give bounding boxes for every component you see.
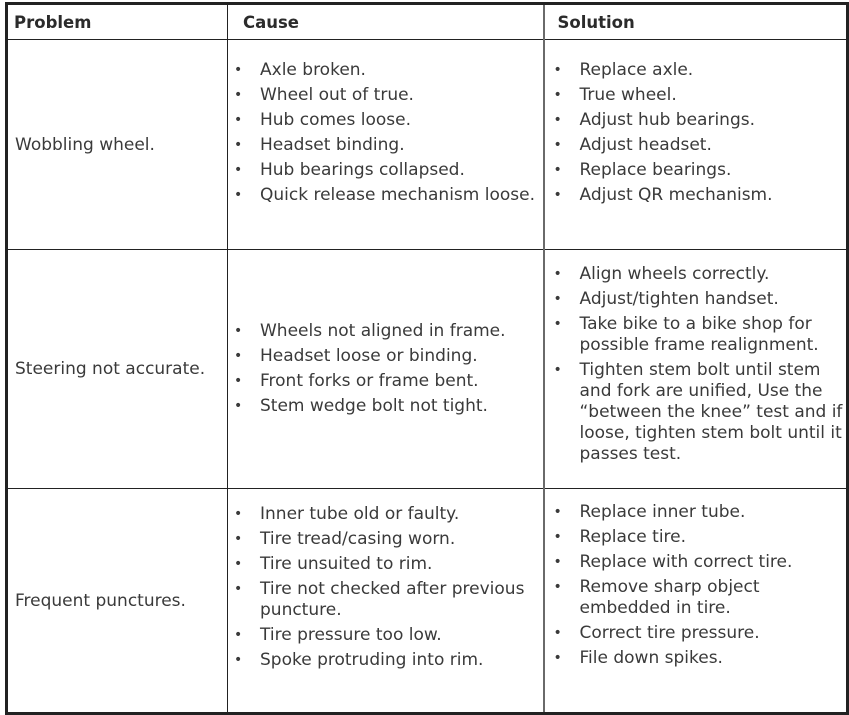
list-item: • Headset binding.	[234, 135, 405, 155]
troubleshooting-table	[5, 2, 849, 715]
list-item: • Adjust hub bearings.	[553, 110, 755, 130]
bullet-icon: •	[553, 504, 562, 520]
bullet-icon: •	[234, 581, 243, 597]
bullet-icon: •	[553, 112, 562, 128]
list-item: • Tighten stem bolt until stem and fork are unified, Use the “between the knee” test and if loose, tighten stem bolt until it passes test.	[553, 360, 843, 464]
header-solution: Solution	[544, 4, 848, 40]
bullet-icon: •	[553, 266, 562, 282]
list-item: • Correct tire pressure.	[553, 623, 760, 643]
bullet-icon: •	[553, 554, 562, 570]
list-item: • Remove sharp object embedded in tire.	[553, 577, 760, 618]
bullet-icon: •	[234, 323, 243, 339]
bullet-icon: •	[234, 556, 243, 572]
bullet-icon: •	[553, 579, 562, 595]
header-row	[7, 4, 848, 40]
bullet-icon: •	[234, 187, 243, 203]
list-item: • Stem wedge bolt not tight.	[234, 396, 488, 416]
bullet-icon: •	[234, 398, 243, 414]
list-item: • Replace axle.	[553, 60, 694, 80]
bullet-icon: •	[234, 137, 243, 153]
list-item: • Inner tube old or faulty.	[234, 504, 460, 524]
bullet-icon: •	[553, 162, 562, 178]
cause-list	[228, 321, 543, 417]
bullet-icon: •	[234, 531, 243, 547]
bullet-icon: •	[234, 373, 243, 389]
solution-cell	[544, 250, 848, 489]
bullet-icon: •	[234, 62, 243, 78]
solution-list	[548, 502, 847, 669]
problem-cell: Frequent punctures.	[7, 489, 228, 714]
bullet-icon: •	[234, 506, 243, 522]
bullet-icon: •	[553, 187, 562, 203]
list-item: • True wheel.	[553, 85, 677, 105]
cause-list	[228, 60, 543, 206]
cause-cell	[228, 40, 544, 250]
table-row	[7, 250, 848, 489]
bullet-icon: •	[553, 137, 562, 153]
list-item: • Axle broken.	[234, 60, 366, 80]
list-item: • Replace bearings.	[553, 160, 732, 180]
solution-list	[548, 264, 847, 465]
list-item: • Replace tire.	[553, 527, 687, 547]
cause-cell	[228, 489, 544, 714]
list-item: • Hub bearings collapsed.	[234, 160, 465, 180]
list-item: • Spoke protruding into rim.	[234, 650, 484, 670]
list-item: • Replace inner tube.	[553, 502, 746, 522]
problem-cell: Wobbling wheel.	[7, 40, 228, 250]
list-item: • Tire unsuited to rim.	[234, 554, 433, 574]
list-item: • Hub comes loose.	[234, 110, 412, 130]
bullet-icon: •	[553, 87, 562, 103]
list-item: • Wheel out of true.	[234, 85, 414, 105]
header-cause: Cause	[228, 4, 544, 40]
cause-list	[228, 504, 543, 671]
table-row	[7, 489, 848, 714]
bullet-icon: •	[234, 87, 243, 103]
bullet-icon: •	[553, 362, 562, 378]
header-problem: Problem	[7, 4, 228, 40]
list-item: • Adjust QR mechanism.	[553, 185, 773, 205]
bullet-icon: •	[553, 291, 562, 307]
bullet-icon: •	[234, 112, 243, 128]
list-item: • Tire pressure too low.	[234, 625, 442, 645]
list-item: • Tire tread/casing worn.	[234, 529, 456, 549]
bullet-icon: •	[553, 625, 562, 641]
bullet-icon: •	[553, 62, 562, 78]
bullet-icon: •	[553, 650, 562, 666]
cause-cell	[228, 250, 544, 489]
bullet-icon: •	[234, 162, 243, 178]
solution-list	[548, 60, 847, 206]
list-item: • Quick release mechanism loose.	[234, 185, 535, 205]
list-item: • Front forks or frame bent.	[234, 371, 479, 391]
list-item: • Tire not checked after previous puncture.	[234, 579, 525, 620]
problem-cell: Steering not accurate.	[7, 250, 228, 489]
solution-cell	[544, 489, 848, 714]
list-item: • Align wheels correctly.	[553, 264, 770, 284]
bullet-icon: •	[234, 652, 243, 668]
list-item: • Headset loose or binding.	[234, 346, 478, 366]
list-item: • Replace with correct tire.	[553, 552, 793, 572]
list-item: • Take bike to a bike shop for possible frame realignment.	[553, 314, 819, 355]
list-item: • File down spikes.	[553, 648, 723, 668]
bullet-icon: •	[553, 316, 562, 332]
bullet-icon: •	[234, 627, 243, 643]
table-row	[7, 40, 848, 250]
bullet-icon: •	[234, 348, 243, 364]
list-item: • Adjust headset.	[553, 135, 712, 155]
list-item: • Wheels not aligned in frame.	[234, 321, 506, 341]
list-item: • Adjust/tighten handset.	[553, 289, 779, 309]
solution-cell	[544, 40, 848, 250]
bullet-icon: •	[553, 529, 562, 545]
